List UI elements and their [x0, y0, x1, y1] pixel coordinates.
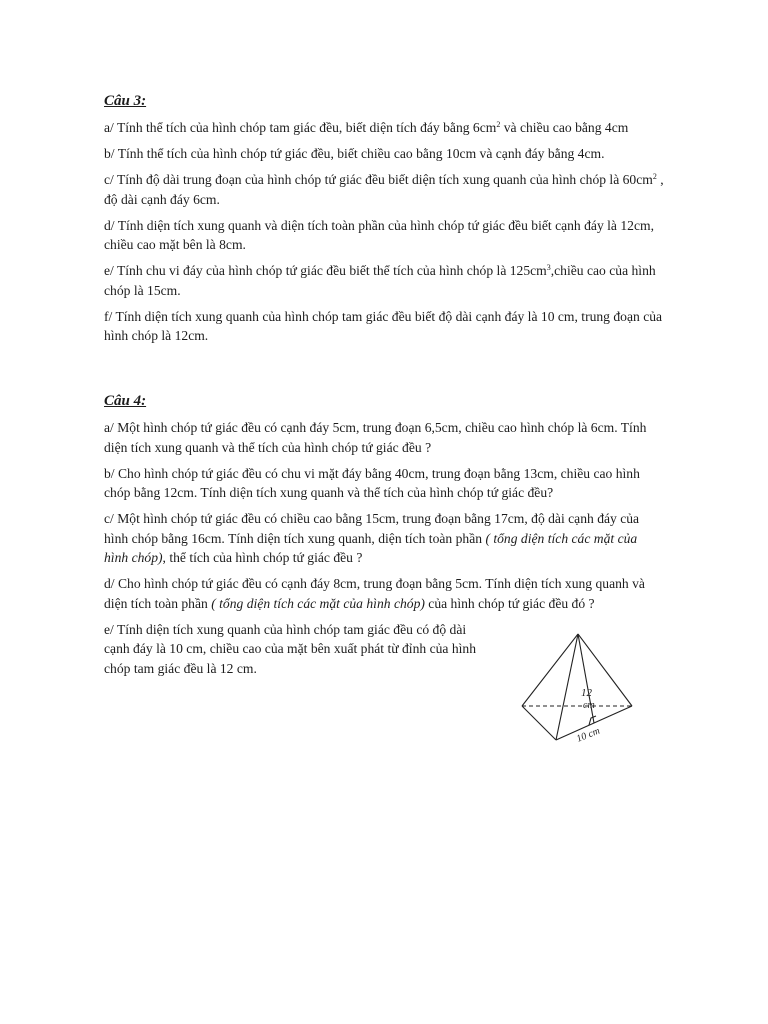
question-4d-text: d/ Cho hình chóp tứ giác đều có cạnh đáy 8cm, trung đoạn bằng 5cm. Tính diện tích xung quanh và diện tích toàn phần: [104, 576, 645, 611]
question-4d-text-end: của hình chóp tứ giác đều đó ?: [424, 595, 595, 611]
question-4d-note: ( tổng diện tích các mặt của hình chóp): [211, 595, 425, 611]
slant-height-label-number: 12: [581, 687, 592, 699]
pyramid-figure: [514, 630, 644, 748]
question-4c: [104, 509, 664, 568]
base-edge-label: 10 cm: [575, 725, 602, 745]
question-3e-text: e/ Tính chu vi đáy của hình chóp tứ giác đều biết thể tích của hình chóp là 125cm: [104, 263, 547, 278]
question-4e: e/ Tính diện tích xung quanh của hình chóp tam giác đều có độ dài cạnh đáy là 10 cm, chiều cao của mặt bên xuất phát từ đỉnh của hình chóp tam giác đều là 12 cm.: [104, 621, 477, 676]
question-3-heading: Câu 3:: [104, 93, 147, 109]
question-4a: a/ Một hình chóp tứ giác đều có cạnh đáy 5cm, trung đoạn 6,5cm, chiều cao hình chóp là 6cm. Tính diện tích xung quanh và thể tích của hình chóp tứ giác đều ?: [104, 420, 647, 455]
question-3a-exponent: 2: [496, 120, 501, 129]
slant-height-label-unit: cm: [583, 700, 595, 711]
pyramid-base-left: [522, 706, 556, 740]
question-3c-text-end: , độ dài cạnh đáy 6cm.: [104, 172, 664, 207]
question-3e-exponent: 3: [546, 263, 551, 272]
question-3c-text: c/ Tính độ dài trung đoạn của hình chóp tứ giác đều biết diện tích xung quanh của hình chóp là 60cm: [104, 172, 653, 187]
question-4-heading: Câu 4:: [104, 393, 147, 409]
question-3a: [104, 118, 664, 138]
question-4c-text: c/ Một hình chóp tứ giác đều có chiều cao bằng 15cm, trung đoạn bằng 17cm, độ dài cạnh đáy của hình chóp bằng 16cm. Tính diện tích xung quanh, diện tích toàn phần: [104, 511, 640, 546]
pyramid-edge-left: [522, 634, 578, 706]
question-3c-exponent: 2: [652, 172, 657, 181]
question-3-section: [104, 92, 664, 352]
question-4b: b/ Cho hình chóp tứ giác đều có chu vi mặt đáy bằng 40cm, trung đoạn bằng 13cm, chiều cao hình chóp bằng 12cm. Tính diện tích xung quanh và thể tích của hình chóp tứ giác đều?: [104, 465, 640, 500]
question-4c-text-end: , thể tích của hình chóp tứ giác đều ?: [162, 550, 363, 565]
pyramid-drawing: [514, 630, 644, 748]
question-3f: f/ Tính diện tích xung quanh của hình chóp tam giác đều biết độ dài cạnh đáy là 10 cm, trung đoạn của hình chóp là 12cm.: [104, 308, 663, 343]
question-3e-text-end: ,chiều cao của hình chóp là 15cm.: [104, 263, 656, 298]
question-3a-text: a/ Tính thể tích của hình chóp tam giác đều, biết diện tích đáy bằng 6cm: [104, 120, 497, 135]
question-3a-text-end: và chiều cao bằng 4cm: [500, 120, 629, 135]
question-3b: b/ Tính thể tích của hình chóp tứ giác đều, biết chiều cao bằng 10cm và cạnh đáy bằng 4cm.: [104, 146, 605, 161]
pyramid-edge-front: [556, 634, 578, 740]
question-3e: [104, 261, 664, 300]
question-4d: [104, 574, 664, 613]
question-3c: [104, 170, 664, 209]
question-3d: d/ Tính diện tích xung quanh và diện tích toàn phần của hình chóp tứ giác đều biết cạnh đáy là 12cm, chiều cao mặt bên là 8cm.: [104, 217, 654, 252]
question-4c-note: ( tổng diện tích các mặt của hình chóp): [104, 530, 638, 565]
